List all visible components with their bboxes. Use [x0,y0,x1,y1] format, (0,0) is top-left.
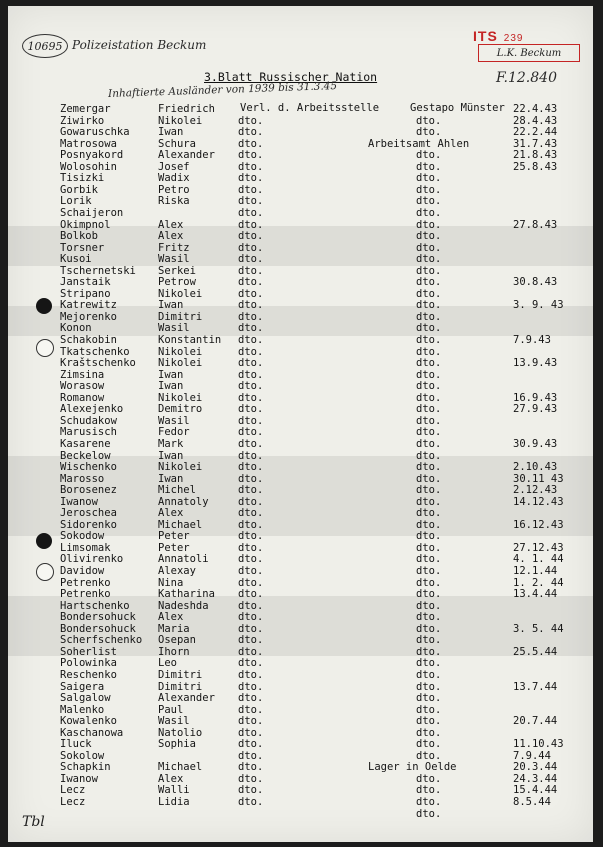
cell-ditto: dto. [416,634,442,647]
cell-last-name: Hartschenko [60,599,130,612]
cell-last-name: Lecz [60,796,86,808]
cell-ditto: dto. [238,565,264,577]
cell-date: 16.9.43 [513,391,558,404]
cell-date: 3. 9. 43 [513,299,564,312]
cell-ditto: dto. [416,507,442,520]
cell-last-name: Ziwirko [60,114,105,127]
cell-first-name: Dimitri [158,310,203,323]
cell-last-name: Zemergar [60,103,111,115]
cell-first-name: Mark [158,437,184,450]
cell-first-name: Iwan [158,368,184,381]
cell-date: 22.4.43 [513,103,558,115]
cell-last-name: Jeroschea [60,507,117,520]
cell-first-name: Wasil [158,253,190,266]
cell-first-name: Josef [158,160,190,173]
cell-last-name: Wischenko [60,461,117,474]
cell-date: 24.3.44 [513,772,558,785]
cell-ditto: dto. [416,553,442,566]
cell-last-name: Bolkob [60,230,98,243]
table-row [8,243,593,255]
cell-ditto: dto. [416,195,442,208]
cell-last-name: Kusoi [60,253,92,266]
cell-ditto: dto. [416,380,442,393]
cell-ditto: dto. [238,195,264,208]
cell-first-name: Dimitri [158,680,203,693]
cell-ditto: dto. [416,449,442,462]
cell-place: Arbeitsamt Ahlen [368,137,470,150]
cell-ditto: dto. [416,414,442,427]
cell-first-name: Sophia [158,738,196,751]
cell-ditto: dto. [416,264,442,277]
cell-ditto: dto. [416,784,442,797]
cell-first-name: Iwan [158,472,184,485]
cell-first-name: Peter [158,530,190,543]
cell-ditto: dto. [416,668,442,681]
cell-first-name: Nikolei [158,114,203,127]
cell-ditto: dto. [238,772,264,785]
cell-last-name: Limsomak [60,541,111,554]
cell-last-name: Worasow [60,380,105,393]
cell-ditto: dto. [238,149,264,162]
cell-ditto: dto. [416,241,442,254]
cell-ditto: dto. [238,518,264,531]
cell-last-name: Gorbik [60,183,98,196]
cell-date: 20.3.44 [513,761,558,774]
cell-ditto: dto. [416,565,442,577]
cell-last-name: Schapkin [60,761,111,774]
cell-first-name: Iwan [158,126,184,139]
cell-ditto: dto. [238,541,264,554]
cell-ditto: dto. [238,126,264,139]
cell-date: 27.9.43 [513,403,558,416]
cell-ditto: dto. [416,172,442,185]
cell-ditto: dto. [416,472,442,485]
table-row [8,728,593,740]
cell-ditto: dto. [416,588,442,601]
cell-ditto: dto. [416,299,442,312]
cell-ditto: dto. [416,368,442,381]
cell-first-name: Lidia [158,796,190,808]
cell-ditto: dto. [416,206,442,219]
cell-last-name: Saigera [60,680,105,693]
cell-last-name: Beckelow [60,449,111,462]
cell-date: 15.4.44 [513,784,558,797]
cell-ditto: dto. [238,611,264,624]
punch-hole [36,298,52,314]
cell-ditto: dto. [238,368,264,381]
cell-ditto: dto. [416,703,442,716]
cell-date: 2.12.43 [513,484,558,497]
cell-ditto: dto. [238,183,264,196]
cell-first-name: Michael [158,761,203,774]
cell-ditto: dto. [238,241,264,254]
table-row [8,785,593,797]
cell-last-name: Romanow [60,391,105,404]
cell-ditto: dto. [416,484,442,497]
cell-last-name: Torsner [60,241,105,254]
punch-hole [36,339,54,357]
table-row [8,185,593,197]
cell-last-name: Janstaik [60,276,111,289]
cell-ditto: dto. [416,345,442,358]
cell-first-name: Michael [158,518,203,531]
cell-ditto: dto. [238,761,264,774]
cell-ditto: dto. [238,310,264,323]
cell-first-name: Iwan [158,299,184,312]
cell-last-name: Kaschanowa [60,726,124,739]
cell-first-name: Petro [158,183,190,196]
cell-ditto: dto. [238,495,264,508]
cell-last-name: Lorik [60,195,92,208]
cell-last-name: Kasarene [60,437,111,450]
cell-ditto: dto. [238,553,264,566]
cell-first-name: Katharina [158,588,215,601]
cell-last-name: Matrosowa [60,137,117,150]
cell-last-name: Scherfschenko [60,634,143,647]
cell-first-name: Alexander [158,149,215,162]
cell-last-name: Petrenko [60,588,111,601]
cell-first-name: Natolio [158,726,203,739]
cell-ditto: dto. [416,160,442,173]
cell-ditto: dto. [238,507,264,520]
cell-ditto: dto. [238,391,264,404]
cell-last-name: Reschenko [60,668,117,681]
cell-ditto: dto. [238,461,264,474]
reference-number: F.12.840 [496,70,557,86]
cell-ditto: dto. [238,472,264,485]
cell-ditto: dto. [416,772,442,785]
cell-first-name: Riska [158,195,190,208]
cell-date: 4. 1. 44 [513,553,564,566]
cell-first-name: Wasil [158,322,190,335]
cell-first-name: Ihorn [158,645,190,658]
cell-ditto: dto. [238,645,264,658]
cell-last-name: Katrewitz [60,299,117,312]
corner-mark: Tbl [22,814,45,830]
cell-last-name: Sokolow [60,749,105,762]
cell-last-name: Iwanow [60,495,98,508]
cell-last-name: Konon [60,322,92,335]
cell-first-name: Michel [158,484,196,497]
cell-first-name: Annatoly [158,495,209,508]
cell-ditto: dto. [238,715,264,728]
typed-heading: 3.Blatt Russischer Nation [204,70,378,84]
cell-ditto: dto. [416,149,442,162]
cell-ditto: dto. [416,796,442,808]
cell-ditto: dto. [238,484,264,497]
cell-first-name: Konstantin [158,334,222,346]
cell-last-name: Polowinka [60,657,117,670]
cell-ditto: dto. [416,530,442,543]
cell-last-name: Marusisch [60,426,117,439]
cell-date: 27.12.43 [513,541,564,554]
cell-first-name: Osepan [158,634,196,647]
cell-last-name: Stripano [60,287,111,300]
cell-last-name: Malenko [60,703,105,716]
cell-last-name: Wolosohin [60,160,117,173]
punch-hole [36,533,52,549]
cell-first-name: Leo [158,657,177,670]
cell-last-name: Davidow [60,565,105,577]
cell-ditto: dto. [416,437,442,450]
cell-first-name: Maria [158,622,190,635]
cell-place: Lager in Oelde [368,761,457,774]
cell-ditto: dto. [238,437,264,450]
cell-date: 3. 5. 44 [513,622,564,635]
cell-ditto: dto. [238,668,264,681]
cell-ditto: dto. [238,784,264,797]
cell-ditto: dto. [416,645,442,658]
cell-last-name: Soherlist [60,645,117,658]
cell-ditto: dto. [416,807,442,820]
document-page [8,6,593,842]
cell-first-name: Wadix [158,172,190,185]
cell-last-name: Sidorenko [60,518,117,531]
cell-ditto: dto. [238,276,264,289]
cell-last-name: Kowalenko [60,715,117,728]
cell-last-name: Tisizki [60,172,105,185]
cell-last-name: Tkatschenko [60,345,130,358]
cell-ditto: dto. [238,264,264,277]
cell-ditto: dto. [238,137,264,150]
column-header-authority: Gestapo Münster [410,102,505,114]
its-stamp: ITS 239 [473,28,524,44]
cell-first-name: Alexay [158,565,196,577]
cell-first-name: Walli [158,784,190,797]
cell-ditto: dto. [416,680,442,693]
cell-last-name: Lecz [60,784,86,797]
cell-ditto: dto. [238,576,264,589]
cell-first-name: Peter [158,541,190,554]
cell-first-name: Friedrich [158,103,215,115]
cell-date: 30.9.43 [513,437,558,450]
cell-ditto: dto. [416,322,442,335]
cell-last-name: Schudakow [60,414,117,427]
cell-date: 2.10.43 [513,461,558,474]
cell-ditto: dto. [238,622,264,635]
cell-last-name: Sokodow [60,530,105,543]
cell-ditto: dto. [416,599,442,612]
cell-ditto: dto. [416,576,442,589]
cell-last-name: Schakobin [60,334,117,346]
cell-date: 1. 2. 44 [513,576,564,589]
cell-ditto: dto. [416,426,442,439]
cell-ditto: dto. [238,449,264,462]
cell-first-name: Nikolei [158,287,203,300]
cell-last-name: Iwanow [60,772,98,785]
cell-last-name: Olivirenko [60,553,124,566]
cell-ditto: dto. [238,253,264,266]
cell-ditto: dto. [238,403,264,416]
cell-last-name: Borosenez [60,484,117,497]
cell-ditto: dto. [238,796,264,808]
cell-date: 25.5.44 [513,645,558,658]
cell-last-name: Zimsina [60,368,105,381]
cell-first-name: Nina [158,576,184,589]
cell-last-name: Tschernetski [60,264,136,277]
cell-date: 7.9.43 [513,334,551,346]
cell-first-name: Iwan [158,380,184,393]
cell-ditto: dto. [238,230,264,243]
cell-ditto: dto. [416,749,442,762]
cell-ditto: dto. [238,726,264,739]
cell-ditto: dto. [238,426,264,439]
cell-ditto: dto. [238,634,264,647]
cell-first-name: Wasil [158,715,190,728]
cell-ditto: dto. [238,414,264,427]
cell-ditto: dto. [238,345,264,358]
cell-ditto: dto. [416,657,442,670]
cell-date: 7.9.44 [513,749,551,762]
cell-first-name: Dimitri [158,668,203,681]
cell-first-name: Alex [158,230,184,243]
cell-first-name: Nadeshda [158,599,209,612]
cell-ditto: dto. [416,622,442,635]
cell-ditto: dto. [238,218,264,231]
cell-date: 11.10.43 [513,738,564,751]
cell-first-name: Annatoli [158,553,209,566]
cell-ditto: dto. [416,541,442,554]
cell-ditto: dto. [238,287,264,300]
cell-first-name: Iwan [158,449,184,462]
cell-ditto: dto. [238,299,264,312]
cell-first-name: Nikolei [158,461,203,474]
cell-first-name: Alexander [158,692,215,705]
punch-hole [36,563,54,581]
cell-ditto: dto. [238,703,264,716]
cell-ditto: dto. [416,276,442,289]
cell-first-name: Schura [158,137,196,150]
cell-ditto: dto. [416,738,442,751]
cell-last-name: Posnyakord [60,149,124,162]
cell-ditto: dto. [416,114,442,127]
cell-ditto: dto. [416,310,442,323]
cell-first-name: Nikolei [158,345,203,358]
cell-date: 14.12.43 [513,495,564,508]
cell-ditto: dto. [416,495,442,508]
cell-ditto: dto. [416,391,442,404]
cell-ditto: dto. [416,518,442,531]
cell-ditto: dto. [238,599,264,612]
cell-date: 13.9.43 [513,357,558,370]
handwritten-title: Inhaftierte Ausländer von 1939 bis 31.3.45 [107,80,338,100]
cell-date: 30.11 43 [513,472,564,485]
station-name: Polizeistation Beckum [72,38,207,52]
table-row [8,312,593,324]
cell-date: 13.4.44 [513,588,558,601]
cell-last-name: Marosso [60,472,105,485]
cell-date: 8.5.44 [513,796,551,808]
cell-ditto: dto. [416,126,442,139]
cell-last-name: Alexejenko [60,403,124,416]
cell-first-name: Nikolei [158,391,203,404]
cell-ditto: dto. [416,253,442,266]
cell-ditto: dto. [416,692,442,705]
cell-ditto: dto. [238,322,264,335]
cell-ditto: dto. [416,357,442,370]
cell-last-name: Mejorenko [60,310,117,323]
cell-last-name: Schaijeron [60,206,124,219]
cell-ditto: dto. [238,657,264,670]
cell-date: 30.8.43 [513,276,558,289]
cell-first-name: Petrow [158,276,196,289]
cell-first-name: Nikolei [158,357,203,370]
cell-first-name: Wasil [158,414,190,427]
table-row [8,797,593,809]
cell-last-name: Bondersohuck [60,611,136,624]
cell-first-name: Alex [158,772,184,785]
cell-date: 25.8.43 [513,160,558,173]
cell-date: 22.2.44 [513,126,558,139]
cell-date: 20.7.44 [513,715,558,728]
cell-first-name: Fedor [158,426,190,439]
cell-ditto: dto. [416,230,442,243]
cell-first-name: Demitro [158,403,203,416]
cell-last-name: Kraštschenko [60,357,136,370]
cell-first-name: Alex [158,611,184,624]
cell-ditto: dto. [238,380,264,393]
cell-first-name: Fritz [158,241,190,254]
cell-ditto: dto. [238,530,264,543]
cell-ditto: dto. [238,749,264,762]
cell-first-name: Alex [158,507,184,520]
file-number: 10695 [22,34,68,58]
cell-date: 31.7.43 [513,137,558,150]
cell-last-name: Okimpnol [60,218,111,231]
cell-ditto: dto. [238,357,264,370]
table-row [8,809,593,821]
table-row [8,774,593,786]
cell-date: 28.4.43 [513,114,558,127]
cell-ditto: dto. [238,334,264,346]
cell-date: 13.7.44 [513,680,558,693]
cell-ditto: dto. [238,738,264,751]
cell-last-name: Salgalow [60,692,111,705]
cell-ditto: dto. [416,218,442,231]
cell-last-name: Petrenko [60,576,111,589]
column-header-place: Verl. d. Arbeitsstelle [240,102,380,114]
cell-ditto: dto. [416,287,442,300]
cell-date: 27.8.43 [513,218,558,231]
cell-ditto: dto. [416,726,442,739]
cell-ditto: dto. [238,114,264,127]
cell-ditto: dto. [238,588,264,601]
cell-date: 12.1.44 [513,565,558,577]
cell-ditto: dto. [238,680,264,693]
cell-last-name: Iluck [60,738,92,751]
cell-ditto: dto. [238,160,264,173]
cell-ditto: dto. [416,461,442,474]
cell-first-name: Serkei [158,264,196,277]
cell-ditto: dto. [238,206,264,219]
cell-ditto: dto. [416,403,442,416]
cell-ditto: dto. [238,692,264,705]
cell-first-name: Alex [158,218,184,231]
cell-date: 21.8.43 [513,149,558,162]
cell-ditto: dto. [416,715,442,728]
cell-ditto: dto. [416,611,442,624]
cell-date: 16.12.43 [513,518,564,531]
cell-last-name: Bondersohuck [60,622,136,635]
cell-first-name: Paul [158,703,184,716]
cell-ditto: dto. [238,172,264,185]
cell-last-name: Gowaruschka [60,126,130,139]
cell-ditto: dto. [416,183,442,196]
cell-ditto: dto. [416,334,442,346]
district-box: L.K. Beckum [478,44,580,62]
